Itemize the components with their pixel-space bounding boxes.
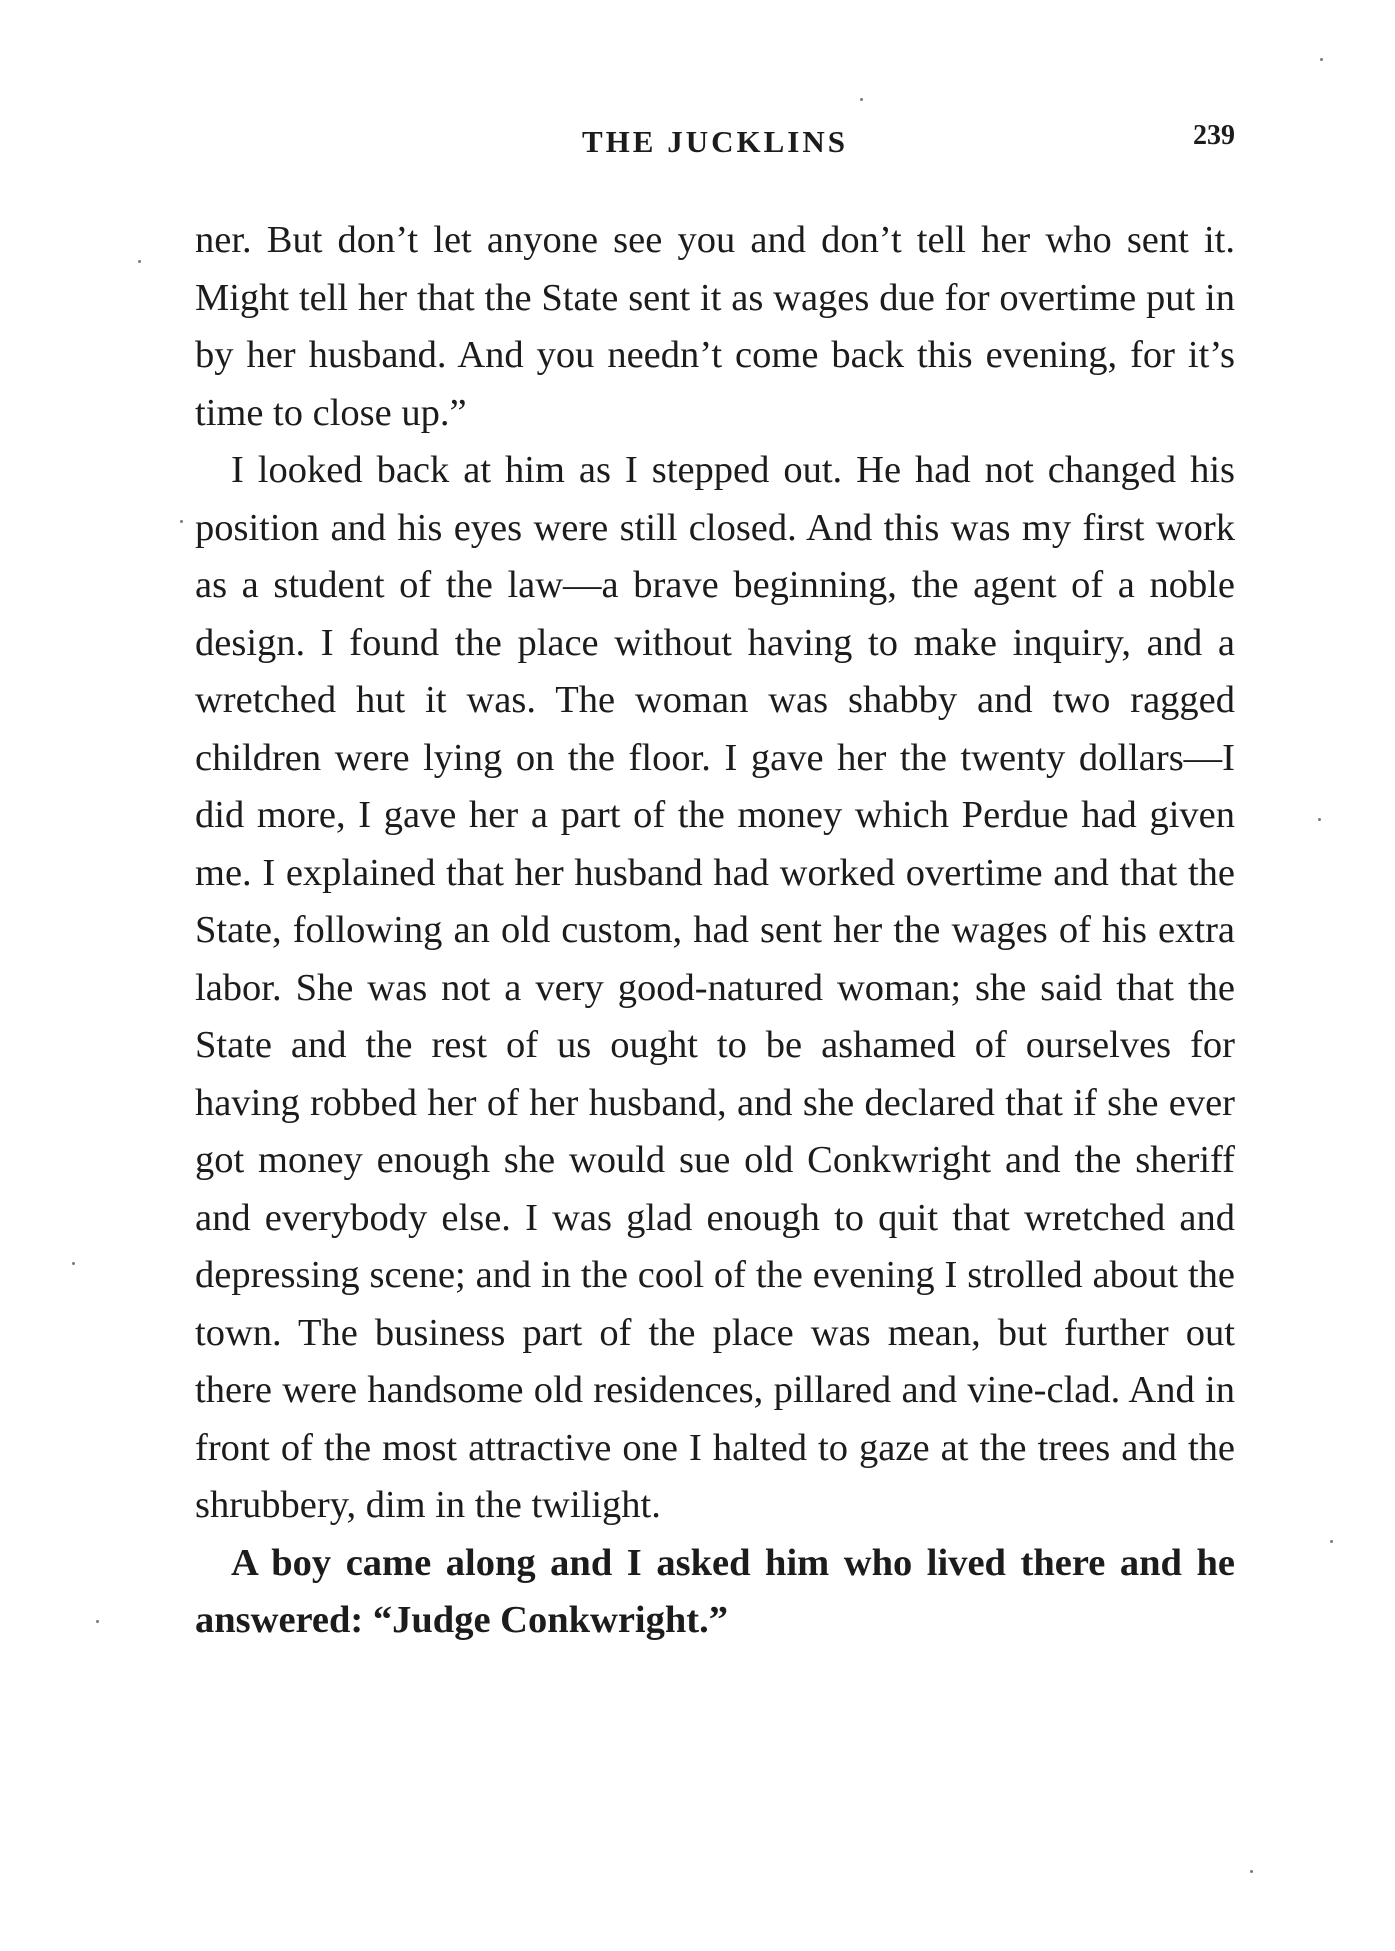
running-head-title: THE JUCKLINS: [582, 124, 848, 159]
scan-speck: [1318, 818, 1321, 821]
paragraph-final: A boy came along and I asked him who lived there and he answered: “Judge Conkwright.”: [195, 1541, 1235, 1641]
scan-speck: [180, 520, 183, 523]
paragraph-continuation: ner. But don’t let anyone see you and don’t tell her who sent it. Might tell her that the State sent it as wages due for overtime put in by her husband. And you needn’t come back this evening, for it’s time to close up.”: [195, 219, 1235, 434]
scan-speck: [138, 260, 141, 263]
scan-speck: [72, 1262, 75, 1265]
scan-speck: [1320, 58, 1323, 61]
scan-speck: [1330, 1540, 1333, 1543]
scan-speck: [1250, 1870, 1253, 1873]
scan-speck: [96, 1620, 99, 1623]
page-number: 239: [1193, 120, 1235, 151]
running-head: [195, 120, 1235, 174]
paragraph-main: I looked back at him as I stepped out. He had not changed his position and his eyes were still closed. And this was my first work as a student of the law—a brave beginning, the agent of a noble design. I found the place without having to make inquiry, and a wretched hut it was. The woman was shabby and two ragged children were lying on the floor. I gave her the twenty dollars—I did more, I gave her a part of the money which Perdue had given me. I explained that her husband had worked overtime and that the State, following an old custom, had sent her the wages of his extra labor. She was not a very good-natured woman; she said that the State and the rest of us ought to be ashamed of ourselves for having robbed her of her husband, and she declared that if she ever got money enough she would sue old Conkwright and the sheriff and everybody else. I was glad enough to quit that wretched and depressing scene; and in the cool of the evening I strolled about the town. The business part of the place was mean, but further out there were handsome old residences, pillared and vine-clad. And in front of the most attractive one I halted to gaze at the trees and the shrubbery, dim in the twilight.: [195, 449, 1235, 1526]
body-text: [195, 212, 1235, 1650]
scan-speck: [860, 98, 863, 101]
